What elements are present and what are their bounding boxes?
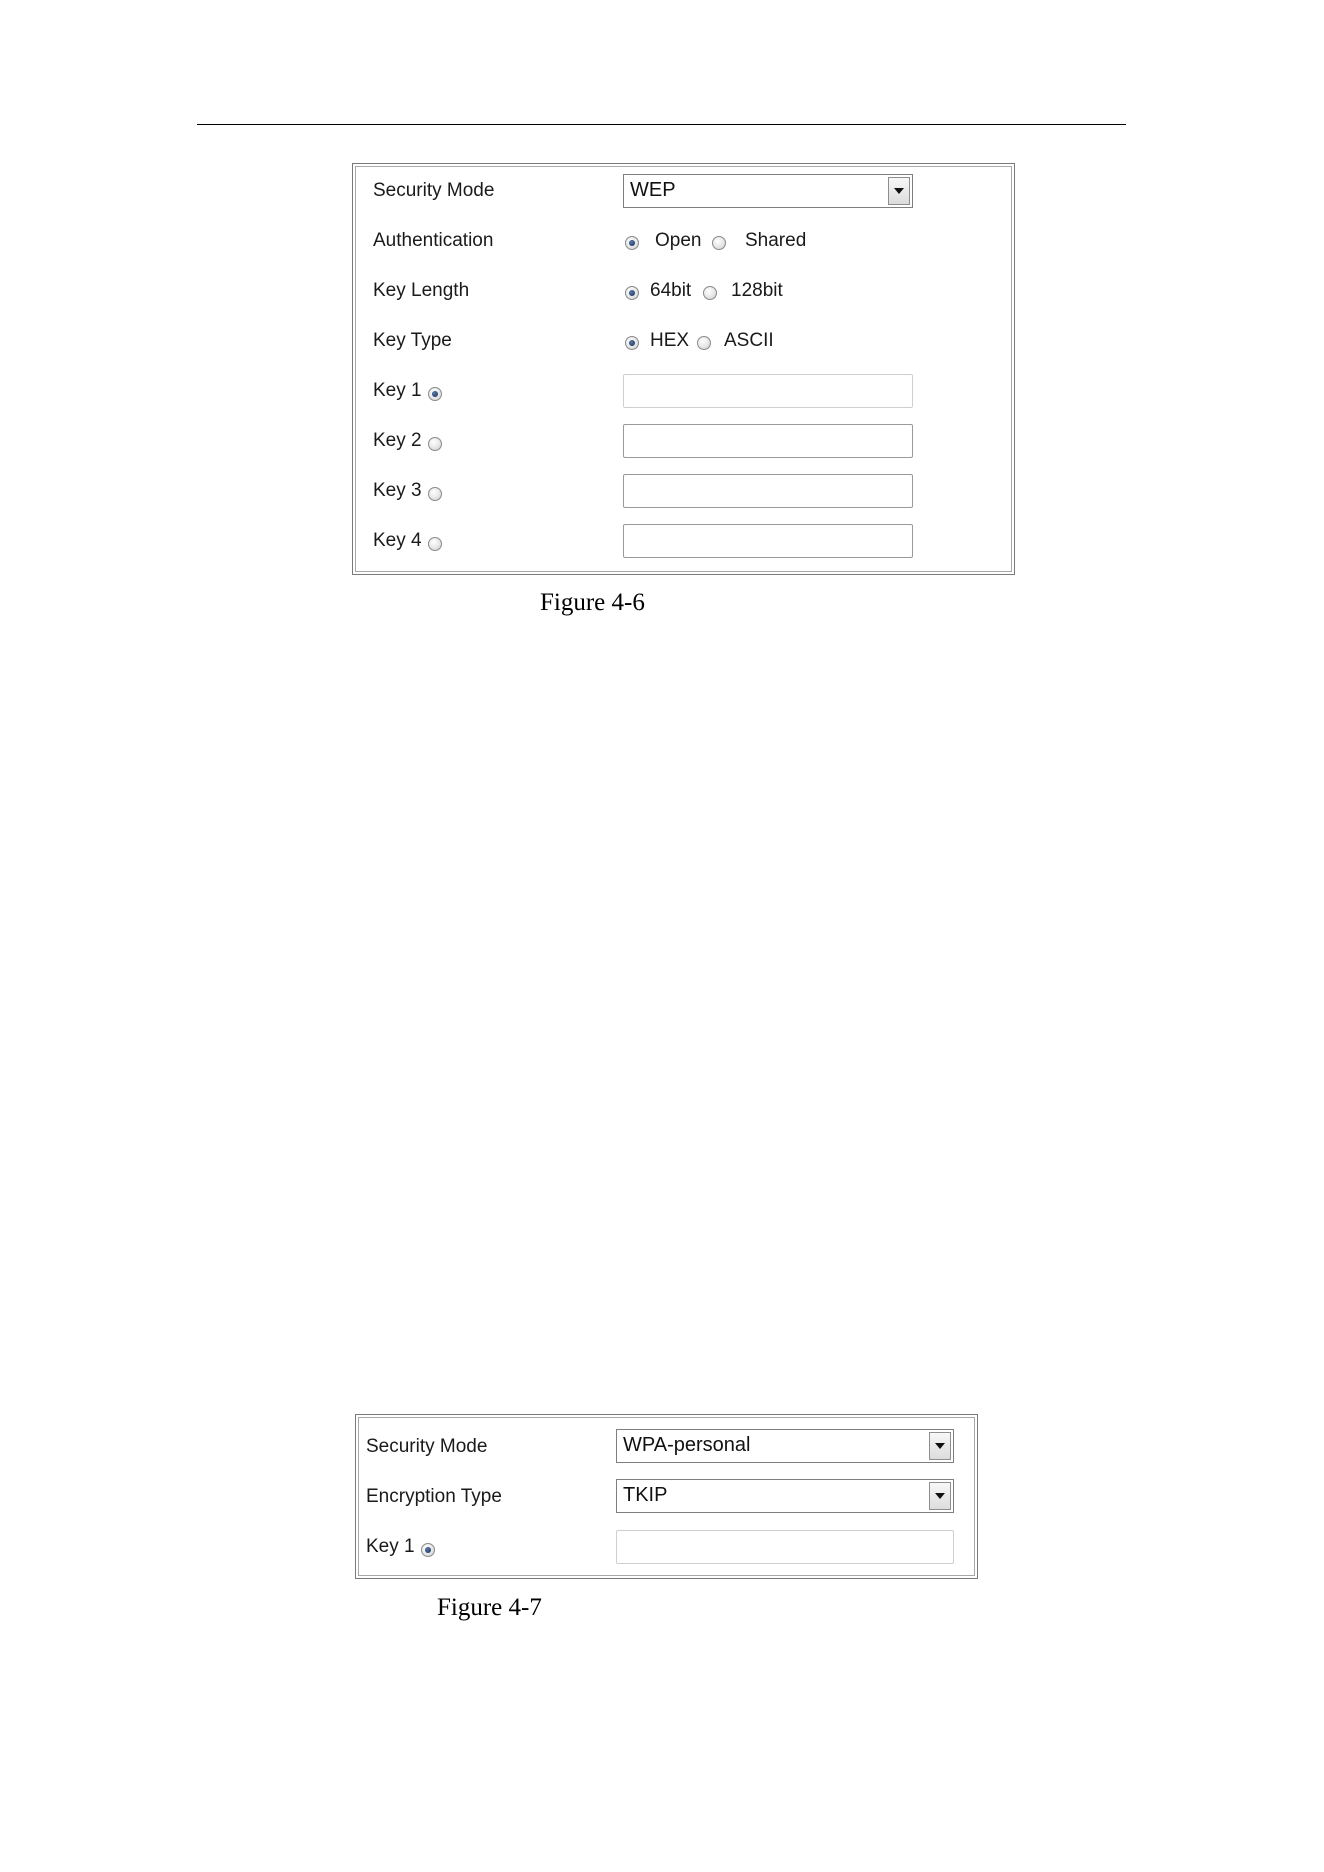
len-64-radio[interactable] <box>625 286 639 300</box>
wep-settings-panel <box>352 163 1015 575</box>
security-mode-select[interactable] <box>616 1429 954 1463</box>
auth-shared-label: Shared <box>745 230 807 251</box>
security-mode-value: WEP <box>630 179 676 201</box>
header-rule <box>197 124 1126 125</box>
chevron-down-icon <box>935 1493 945 1499</box>
type-hex-label: HEX <box>650 330 690 351</box>
wpa-settings-panel <box>355 1414 978 1579</box>
encryption-type-select[interactable] <box>616 1479 954 1513</box>
type-ascii-label: ASCII <box>724 330 774 351</box>
key4-radio[interactable] <box>428 537 442 551</box>
key1-label: Key 1 <box>373 380 422 401</box>
security-mode-select[interactable] <box>623 174 913 208</box>
key4-input[interactable] <box>623 524 913 558</box>
key2-label: Key 2 <box>373 430 422 451</box>
dropdown-button[interactable] <box>929 1432 951 1460</box>
type-hex-radio[interactable] <box>625 336 639 350</box>
len-64-label: 64bit <box>650 280 692 301</box>
key1-radio[interactable] <box>421 1543 435 1557</box>
key1-input[interactable] <box>616 1530 954 1564</box>
key4-label: Key 4 <box>373 530 422 551</box>
len-128-radio[interactable] <box>703 286 717 300</box>
key1-label: Key 1 <box>366 1536 415 1557</box>
dropdown-button[interactable] <box>888 177 910 205</box>
chevron-down-icon <box>894 188 904 194</box>
security-mode-label: Security Mode <box>366 1436 488 1457</box>
auth-open-label: Open <box>655 230 702 251</box>
security-mode-label: Security Mode <box>373 180 495 201</box>
key2-radio[interactable] <box>428 437 442 451</box>
figure-4-6-caption: Figure 4-6 <box>540 589 645 616</box>
key-length-label: Key Length <box>373 280 470 301</box>
figure-4-7-caption: Figure 4-7 <box>437 1594 542 1621</box>
key1-input[interactable] <box>623 374 913 408</box>
auth-shared-radio[interactable] <box>712 236 726 250</box>
auth-open-radio[interactable] <box>625 236 639 250</box>
security-mode-value: WPA-personal <box>623 1434 751 1456</box>
type-ascii-radio[interactable] <box>697 336 711 350</box>
len-128-label: 128bit <box>731 280 783 301</box>
key2-input[interactable] <box>623 424 913 458</box>
key-type-label: Key Type <box>373 330 452 351</box>
key3-radio[interactable] <box>428 487 442 501</box>
encryption-type-label: Encryption Type <box>366 1486 502 1507</box>
key1-radio[interactable] <box>428 387 442 401</box>
dropdown-button[interactable] <box>929 1482 951 1510</box>
authentication-label: Authentication <box>373 230 494 251</box>
key3-label: Key 3 <box>373 480 422 501</box>
encryption-type-value: TKIP <box>623 1484 668 1506</box>
key3-input[interactable] <box>623 474 913 508</box>
chevron-down-icon <box>935 1443 945 1449</box>
